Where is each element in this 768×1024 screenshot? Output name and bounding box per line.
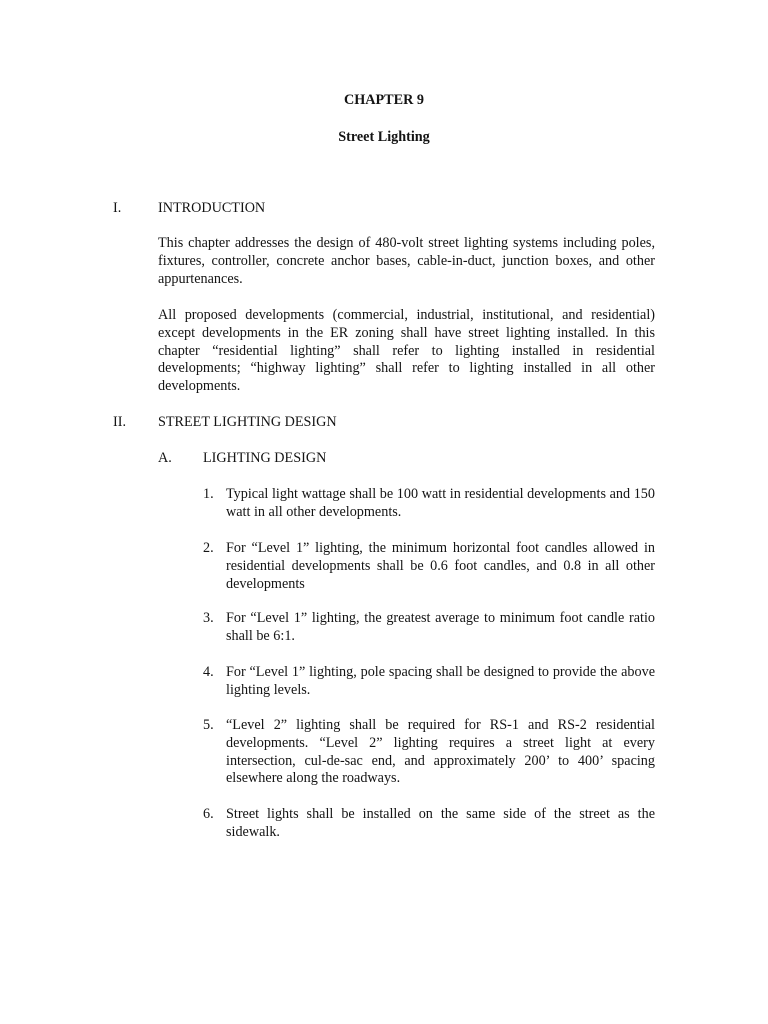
subsection-a-letter: A. xyxy=(158,450,172,466)
list-item-text: “Level 2” lighting shall be required for RS-1 and RS-2 residential developments. “Level 2” lighting requires a street light at every intersection, cul-de-sac end, and approximately 200’ to 400’ spacing elsewhere along the roadways. xyxy=(226,717,655,787)
section-1-heading: INTRODUCTION xyxy=(158,200,266,216)
chapter-title: CHAPTER 9 xyxy=(343,92,424,108)
list-item-text: Typical light wattage shall be 100 watt in residential developments and 150 watt in all other developments. xyxy=(226,486,655,520)
section-2-number: II. xyxy=(113,414,126,430)
list-item-text: Street lights shall be installed on the same side of the street as the sidewalk. xyxy=(226,806,655,840)
list-item-number: 1. xyxy=(203,486,214,502)
list-item-number: 4. xyxy=(203,664,214,680)
section-1-number: I. xyxy=(113,200,122,216)
list-item-number: 6. xyxy=(203,806,214,822)
list-item-text: For “Level 1” lighting, the greatest average to minimum foot candle ratio shall be 6:1. xyxy=(226,610,655,644)
list-item-text: For “Level 1” lighting, the minimum horizontal foot candles allowed in residential developments shall be 0.6 foot candles, and 0.8 in all other developments xyxy=(226,540,655,592)
list-item-number: 2. xyxy=(203,540,214,556)
list-item-number: 3. xyxy=(203,610,214,626)
chapter-subtitle: Street Lighting xyxy=(338,129,430,145)
section-2-heading: STREET LIGHTING DESIGN xyxy=(158,414,337,430)
subsection-a-heading: LIGHTING DESIGN xyxy=(203,450,327,466)
list-item-text: For “Level 1” lighting, pole spacing shall be designed to provide the above lighting levels. xyxy=(226,664,655,698)
list-item-number: 5. xyxy=(203,717,214,733)
intro-paragraph-2: All proposed developments (commercial, industrial, institutional, and residential) except developments in the ER zoning shall have street lighting installed. In this chapter “residential lighting” shall refer to lighting installed in residential developments; “highway lighting” shall refer to lighting installed in all other developments. xyxy=(158,307,655,395)
intro-paragraph-1: This chapter addresses the design of 480-volt street lighting systems including poles, fixtures, controller, concrete anchor bases, cable-in-duct, junction boxes, and other appurtenances. xyxy=(158,235,655,287)
